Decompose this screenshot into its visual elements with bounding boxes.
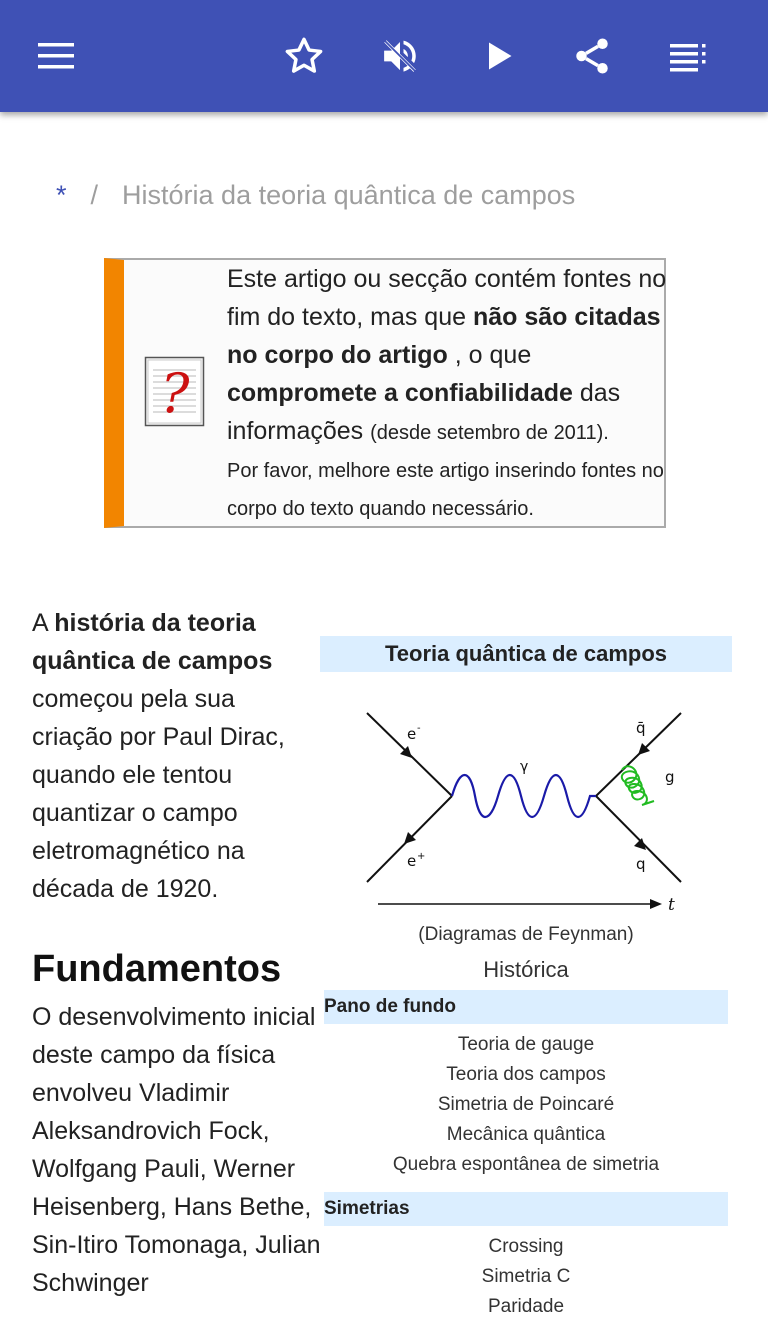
star-icon[interactable] (276, 28, 332, 84)
notice-text-1: Este artigo ou secção contém fontes no fim do texto, mas que (227, 265, 667, 331)
lead-rest: começou pela sua criação por Paul Dirac, quando ele tentou quantizar o campo eletromagnético na década de 1920. (32, 685, 285, 903)
infobox-link[interactable]: Paridade (487, 1296, 565, 1317)
question-document-icon (144, 356, 206, 433)
notice-text-3: das informações (227, 379, 621, 445)
label-qbar: q̄ (636, 719, 646, 737)
label-t: t (668, 895, 675, 915)
label-e-minus: e (407, 725, 417, 743)
infobox (320, 636, 732, 1334)
label-e-plus-sup: + (417, 851, 426, 862)
label-e-minus-sup: - (417, 723, 421, 734)
infobox-link[interactable]: Crossing (488, 1236, 564, 1257)
infobox-link[interactable]: Quebra espontânea de simetria (392, 1154, 660, 1175)
app-bar (0, 0, 768, 112)
section-heading: Fundamentos (32, 948, 282, 990)
lead-bold: história da teoria quântica de campos (32, 609, 273, 675)
volume-mute-icon[interactable] (372, 28, 428, 84)
infobox-link[interactable]: Teoria dos campos (446, 1064, 606, 1085)
infobox-link[interactable]: Simetria de Poincaré (437, 1094, 615, 1115)
feynman-diagram (320, 672, 732, 915)
label-gamma: γ (520, 759, 529, 775)
breadcrumb-separator: / (90, 180, 99, 210)
lead-prefix: A (32, 609, 55, 637)
notice-date: (desde setembro de 2011). (370, 422, 609, 444)
notice-message (227, 260, 667, 528)
share-icon[interactable] (564, 28, 620, 84)
infobox-section-title: Pano de fundo (324, 990, 728, 1024)
infobox-section-list (324, 1226, 728, 1334)
infobox-link[interactable]: Mecânica quântica (446, 1124, 606, 1145)
notice-subtext: Por favor, melhore este artigo inserindo fontes no corpo do texto quando necessário. (227, 460, 664, 520)
infobox-link[interactable]: Simetria C (481, 1266, 571, 1287)
infobox-history-link[interactable]: Histórica (483, 957, 569, 982)
infobox-section-list (324, 1024, 728, 1192)
label-g: g (665, 768, 675, 786)
notice-bold-1: não são citadas no corpo do artigo (227, 303, 661, 369)
lead-paragraph (32, 604, 312, 908)
breadcrumb-home-link[interactable]: * (56, 180, 67, 210)
menu-icon[interactable] (28, 28, 84, 84)
infobox-section-title: Simetrias (324, 1192, 728, 1226)
label-q: q (636, 855, 646, 873)
notice-bold-2: compromete a confiabilidade (227, 379, 573, 407)
infobox-link[interactable]: Teoria de gauge (457, 1034, 595, 1055)
infobox-title: Teoria quântica de campos (320, 636, 732, 672)
breadcrumb (56, 180, 575, 211)
diagram-caption: (Diagramas de Feynman) (418, 924, 634, 945)
feynman-diagram-svg (320, 672, 732, 915)
play-icon[interactable] (470, 28, 526, 84)
breadcrumb-current: História da teoria quântica de campos (122, 180, 576, 210)
svg-text:?: ? (160, 362, 190, 425)
section-paragraph: O desenvolvimento inicial deste campo da física envolveu Vladimir Aleksandrovich Fock, Wolfgang Pauli, Werner Heisenberg, Hans Bethe, Sin-Itiro Tomonaga, Julian Schwinger (32, 1003, 321, 1297)
label-e-plus: e (407, 852, 417, 870)
playlist-icon[interactable] (660, 28, 716, 84)
citation-notice-box (104, 258, 666, 528)
notice-text-2: , o que (447, 341, 532, 369)
